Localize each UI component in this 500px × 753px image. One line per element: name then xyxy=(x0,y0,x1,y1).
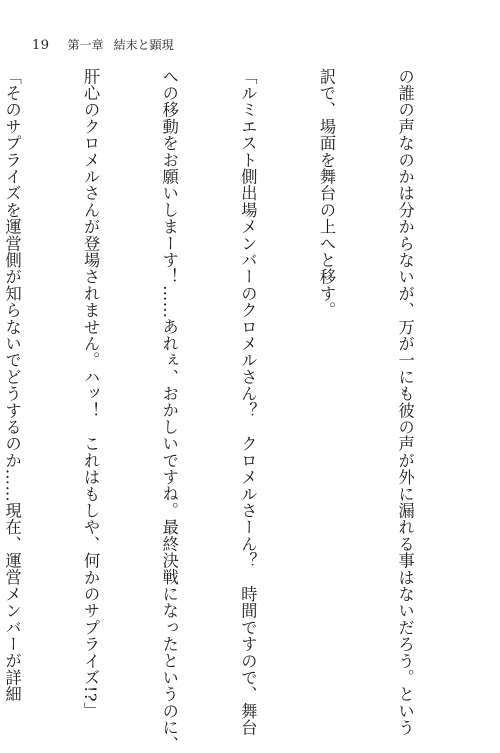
text-line: への移動をお願いしまーす！……あれぇ、おかしいですね。最終決戦になったというのに、 xyxy=(159,68,179,753)
chapter-label: 第一章 xyxy=(67,38,104,52)
page-number: 19 xyxy=(32,38,50,53)
text-line: の誰の声なのかは分からないが、万が一にも彼の声が外に漏れる事はないだろう。という xyxy=(395,68,415,736)
text-line: 「ルミエスト側出場メンバーのクロメルさん？ クロメルさーん？ 時間ですので、舞台 xyxy=(238,68,258,736)
chapter-title: 結末と顕現 xyxy=(113,38,174,52)
text-line: 肝心のクロメルさんが登場されません。ハッ！ これはもしや、何かのサプライズ!?」 xyxy=(81,68,101,719)
running-header xyxy=(32,36,174,56)
text-line: 訳で、場面を舞台の上へと移す。 xyxy=(316,68,336,319)
text-line: 「そのサプライズを運営側が知らないでどうするのか……現在、運営メンバーが詳細 xyxy=(2,68,22,703)
vertical-body-text xyxy=(2,68,470,753)
